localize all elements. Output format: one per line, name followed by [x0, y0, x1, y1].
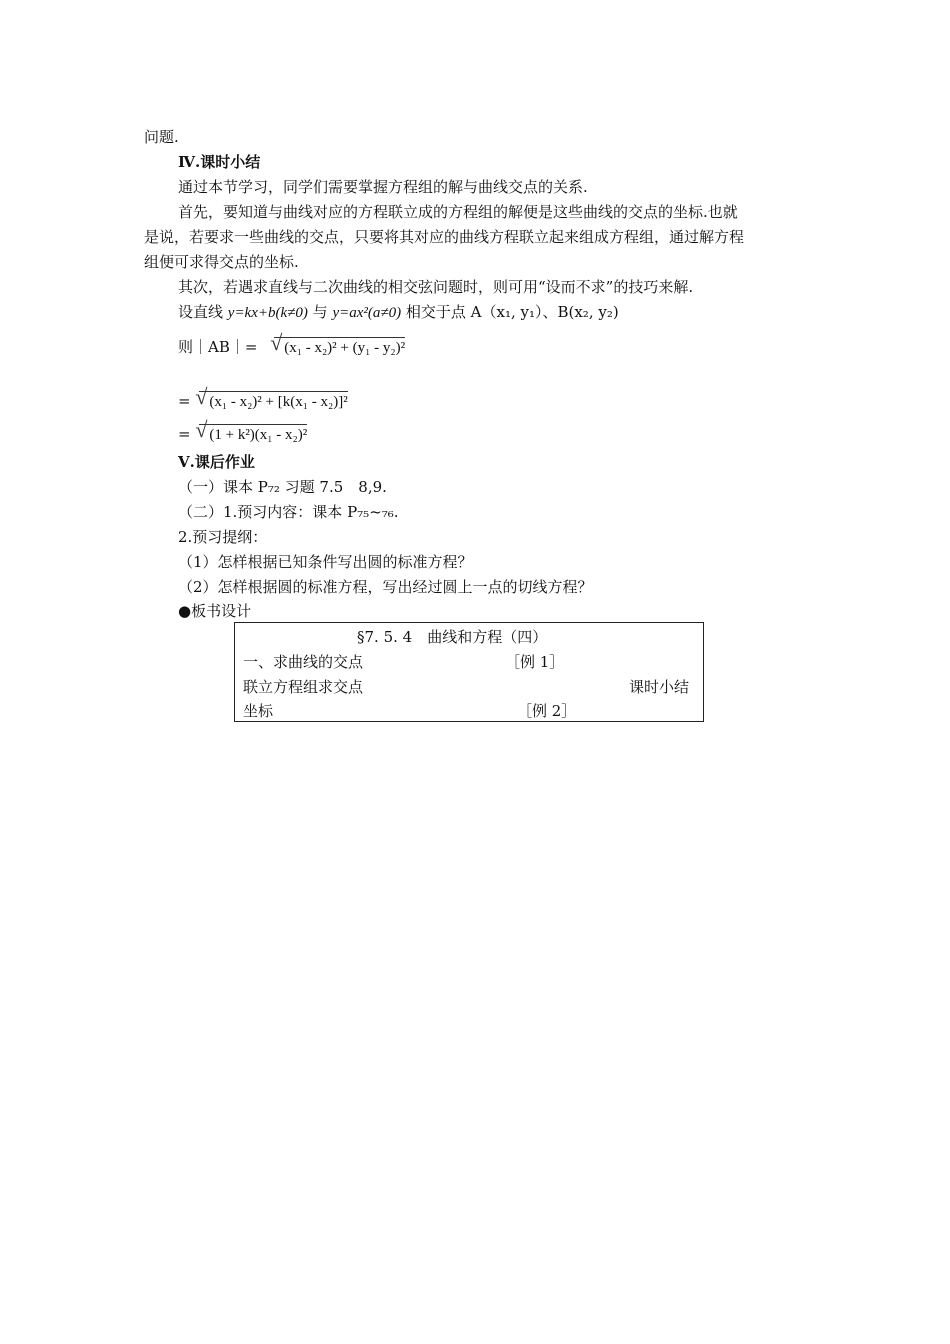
section-heading-homework: Ⅴ.课后作业	[178, 453, 255, 471]
line-equation: y=kx+b(k≠0)	[227, 305, 308, 321]
text: 与	[307, 303, 333, 321]
text: 设直线	[178, 303, 228, 321]
formula: (1 + k²)(x₁ - x₂)²	[209, 427, 308, 443]
board-cell: 坐标	[243, 702, 274, 720]
homework-item: （1）怎样根据已知条件写出圆的标准方程？	[178, 553, 473, 571]
homework-item: 2.预习提纲：	[178, 528, 268, 546]
section-heading-summary: Ⅳ.课时小结	[178, 153, 261, 171]
paragraph-intersection	[178, 302, 619, 323]
paragraph: 是说，若要求一些曲线的交点，只要将其对应的曲线方程联立起来组成方程组，通过解方程	[144, 228, 745, 246]
sqrt-expression	[274, 337, 405, 358]
board-cell: 联立方程组求交点	[243, 678, 364, 696]
formula: (x₁ - x₂)² + (y₁ - y₂)²	[284, 340, 406, 356]
homework-item: （二）1.预习内容：课本 P₇₅~₇₆.	[178, 503, 399, 521]
board-cell: 一、求曲线的交点	[243, 653, 364, 671]
sqrt-expression	[199, 391, 347, 412]
paragraph: 组便可求得交点的坐标.	[144, 253, 299, 271]
homework-item: （2）怎样根据圆的标准方程，写出经过圆上一点的切线方程？	[178, 578, 593, 596]
formula-prefix: =	[178, 425, 191, 443]
formula-prefix: 则｜AB｜=	[178, 338, 258, 356]
board-design-box	[234, 622, 704, 722]
board-cell: ［例 2］	[517, 702, 577, 720]
paragraph: 通过本节学习，同学们需要掌握方程组的解与曲线交点的关系.	[178, 178, 588, 196]
sqrt-expression	[199, 424, 307, 445]
curve-equation: y=ax²(a≠0)	[332, 305, 402, 321]
board-cell: ［例 1］	[505, 653, 565, 671]
text-line: 问题.	[144, 128, 179, 146]
paragraph: 其次，若遇求直线与二次曲线的相交弦问题时，则可用“设而不求”的技巧来解.	[178, 278, 694, 296]
formula-prefix: =	[178, 392, 191, 410]
formula: (x₁ - x₂)² + [k(x₁ - x₂)]²	[209, 394, 348, 410]
board-cell: 课时小结	[629, 678, 690, 696]
homework-item: （一）课本 P₇₂ 习题 7.5 8,9.	[178, 478, 387, 496]
formula-step-2	[178, 385, 348, 412]
text: 相交于点 A（x₁, y₁）、B(x₂, y₂)	[401, 303, 619, 321]
formula-ab	[178, 331, 405, 358]
formula-step-3	[178, 418, 307, 445]
paragraph: 首先，要知道与曲线对应的方程联立成的方程组的解便是这些曲线的交点的坐标.也就	[178, 203, 738, 221]
board-title: §7. 5. 4 曲线和方程（四）	[357, 628, 548, 646]
board-design-heading: ●板书设计	[178, 602, 252, 620]
